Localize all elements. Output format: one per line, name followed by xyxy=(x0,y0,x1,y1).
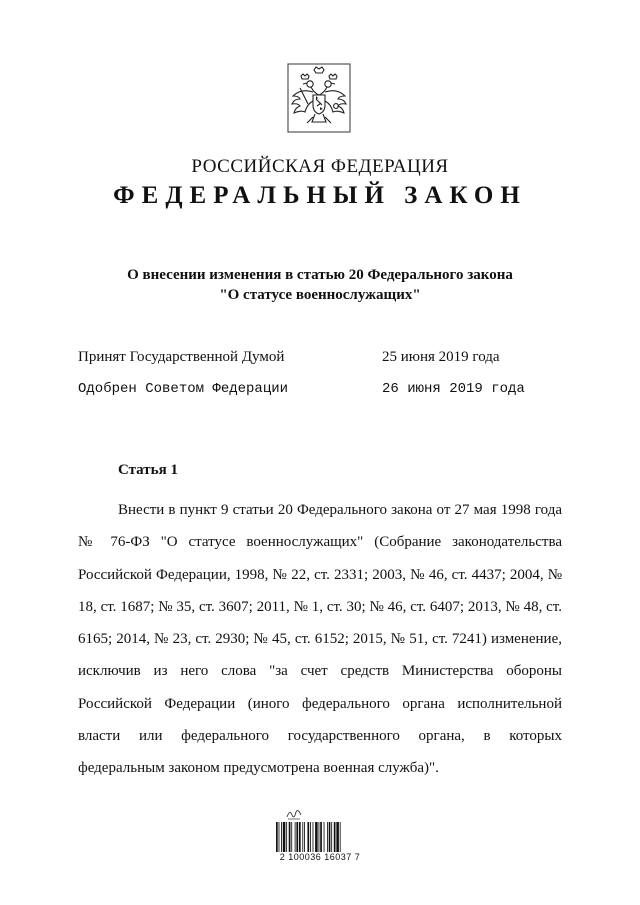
council-approval-label: Одобрен Советом Федерации xyxy=(78,381,289,397)
country-name: РОССИЙСКАЯ ФЕДЕРАЦИЯ xyxy=(191,156,449,177)
article-heading: Статья 1 xyxy=(118,462,178,478)
law-title-line-1: О внесении изменения в статью 20 Федерального закона xyxy=(127,267,513,283)
document-type-heading: ФЕДЕРАЛЬНЫЙ ЗАКОН xyxy=(113,182,527,209)
law-title xyxy=(60,265,580,305)
article-body xyxy=(78,494,562,785)
coat-of-arms-icon xyxy=(286,62,352,134)
law-title-line-2: "О статусе военнослужащих" xyxy=(219,287,421,303)
handwritten-initials-mark xyxy=(286,808,302,820)
barcode-icon xyxy=(276,822,362,852)
barcode-number: 2 100036 16037 7 xyxy=(279,852,361,862)
duma-adoption-date: 25 июня 2019 года xyxy=(382,349,500,365)
duma-adoption-label: Принят Государственной Думой xyxy=(78,349,285,365)
article-paragraph: Внести в пункт 9 статьи 20 Федерального закона от 27 мая 1998 года № 76-ФЗ "О статусе военнослужащих" (Собрание законодательства Российской Федерации, 1998, № 22, ст. 2331; 2003, № 46, ст. 4437; 2004, № 18, ст. 1687; № 35, ст. 3607; 2011, № 1, ст. 30; № 46, ст. 6407; 2013, № 48, ст. 6165; 2014, № 23, ст. 2930; № 45, ст. 6152; 2015, № 51, ст. 7241) изменение, исключив из него слова "за счет средств Министерства обороны Российской Федерации (иного федерального органа исполнительной власти или федерального государственного органа, в которых федеральным законом предусмотрена военная служба)". xyxy=(78,502,562,777)
council-approval-date: 26 июня 2019 года xyxy=(382,381,525,397)
